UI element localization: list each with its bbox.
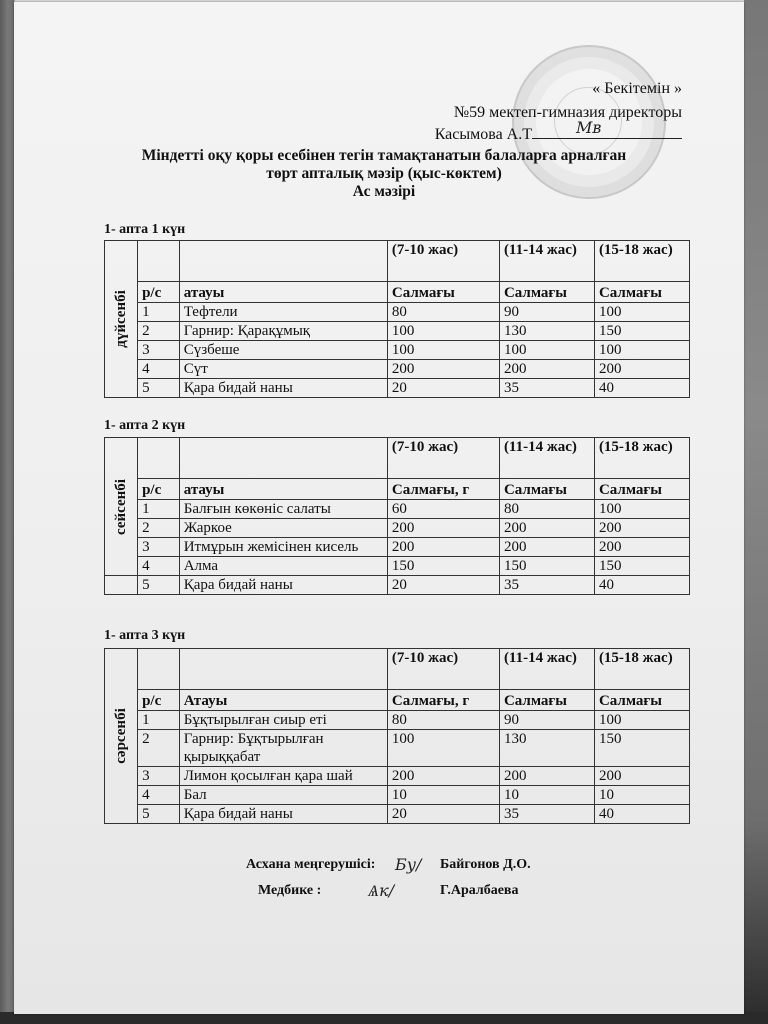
table-row bbox=[105, 786, 690, 805]
empty-cell bbox=[179, 241, 387, 282]
weight-value: 200 bbox=[499, 767, 594, 786]
document-title-line2: төрт апталық мәзір (қыс-көктем) bbox=[266, 165, 502, 182]
table-row bbox=[105, 557, 690, 576]
weight-value: 100 bbox=[387, 341, 499, 360]
age-group-header: (15-18 жас) bbox=[594, 649, 689, 690]
weight-value: 40 bbox=[594, 379, 689, 398]
weight-value: 10 bbox=[594, 786, 689, 805]
weight-value: 100 bbox=[499, 341, 594, 360]
week-day-label: 1- апта 1 күн bbox=[104, 222, 186, 237]
menu-table bbox=[104, 648, 690, 824]
row-number: 2 bbox=[138, 322, 180, 341]
dish-name: Сүт bbox=[179, 360, 387, 379]
table-row bbox=[105, 303, 690, 322]
dish-name: Қара бидай наны bbox=[179, 379, 387, 398]
column-header-weight: Салмағы bbox=[594, 282, 689, 303]
dish-name: Бұқтырылған сиыр еті bbox=[179, 711, 387, 730]
weight-value: 60 bbox=[387, 500, 499, 519]
weight-value: 200 bbox=[594, 360, 689, 379]
weight-value: 200 bbox=[594, 519, 689, 538]
weight-value: 150 bbox=[594, 322, 689, 341]
row-number: 4 bbox=[138, 786, 180, 805]
column-header-row bbox=[105, 479, 690, 500]
dish-name: Сүзбеше bbox=[179, 341, 387, 360]
dish-name: Бал bbox=[179, 786, 387, 805]
age-header-row bbox=[105, 241, 690, 282]
row-number: 5 bbox=[138, 379, 180, 398]
weight-value: 40 bbox=[594, 576, 689, 595]
age-header-row bbox=[105, 649, 690, 690]
kitchen-manager-name: Байгонов Д.О. bbox=[440, 857, 531, 872]
weight-value: 80 bbox=[387, 711, 499, 730]
table-row bbox=[105, 538, 690, 557]
column-header-weight: Салмағы bbox=[594, 479, 689, 500]
weight-value: 90 bbox=[499, 303, 594, 322]
row-number: 1 bbox=[138, 500, 180, 519]
weight-value: 150 bbox=[387, 557, 499, 576]
director-position: №59 мектеп-гимназия директоры bbox=[453, 104, 682, 121]
director-signature: Мʙ bbox=[576, 118, 602, 137]
table-row bbox=[105, 767, 690, 786]
weight-value: 200 bbox=[499, 519, 594, 538]
table-row bbox=[105, 500, 690, 519]
weight-value: 35 bbox=[499, 805, 594, 824]
age-group-header: (11-14 жас) bbox=[499, 438, 594, 479]
row-number: 2 bbox=[138, 730, 180, 767]
dish-name: Қара бидай наны bbox=[179, 576, 387, 595]
empty-cell bbox=[179, 649, 387, 690]
column-header-number: р/с bbox=[138, 690, 180, 711]
age-group-header: (7-10 жас) bbox=[387, 649, 499, 690]
weight-value: 200 bbox=[499, 538, 594, 557]
weight-value: 100 bbox=[387, 730, 499, 767]
dish-name: Балғын көкөніс салаты bbox=[179, 500, 387, 519]
column-header-name: атауы bbox=[179, 479, 387, 500]
row-number: 3 bbox=[138, 341, 180, 360]
week-day-label: 1- апта 3 күн bbox=[104, 628, 186, 643]
table-row bbox=[105, 519, 690, 538]
dish-name: Итмұрын жемісінен кисель bbox=[179, 538, 387, 557]
kitchen-manager-signature: Бу/ bbox=[395, 855, 422, 874]
weight-value: 80 bbox=[387, 303, 499, 322]
weekday-cell bbox=[105, 438, 138, 576]
column-header-weight: Салмағы bbox=[499, 690, 594, 711]
weight-value: 130 bbox=[499, 730, 594, 767]
week-day-label: 1- апта 2 күн bbox=[104, 418, 186, 433]
nurse-name: Г.Аралбаева bbox=[440, 883, 519, 898]
weight-value: 20 bbox=[387, 379, 499, 398]
weight-value: 150 bbox=[594, 557, 689, 576]
weight-value: 100 bbox=[594, 711, 689, 730]
age-group-header: (11-14 жас) bbox=[499, 649, 594, 690]
dish-name: Гарнир: Қарақұмық bbox=[179, 322, 387, 341]
document-title-line3: Ас мәзірі bbox=[352, 183, 416, 200]
dish-name: Алма bbox=[179, 557, 387, 576]
column-header-weight: Салмағы, г bbox=[387, 479, 499, 500]
empty-cell bbox=[138, 438, 180, 479]
weight-value: 200 bbox=[387, 360, 499, 379]
column-header-weight: Салмағы, г bbox=[387, 690, 499, 711]
weight-value: 20 bbox=[387, 805, 499, 824]
row-number: 5 bbox=[138, 576, 180, 595]
empty-cell bbox=[138, 649, 180, 690]
approve-label: « Бекітемін » bbox=[592, 80, 682, 97]
weekday-label: сәрсенбі bbox=[113, 708, 130, 764]
dish-name: Тефтели bbox=[179, 303, 387, 322]
column-header-weight: Салмағы bbox=[499, 282, 594, 303]
weight-value: 35 bbox=[499, 379, 594, 398]
weight-value: 100 bbox=[594, 341, 689, 360]
weight-value: 10 bbox=[499, 786, 594, 805]
document-title-line1: Міндетті оқу қоры есебінен тегін тамақтанатын балаларға арналған bbox=[141, 147, 627, 164]
weight-value: 100 bbox=[594, 303, 689, 322]
menu-table bbox=[104, 437, 690, 595]
menu-table bbox=[104, 240, 690, 398]
weekday-label: сейсенбі bbox=[113, 478, 130, 535]
director-name-line bbox=[434, 118, 682, 144]
table-row bbox=[105, 576, 690, 595]
weight-value: 100 bbox=[594, 500, 689, 519]
row-number: 3 bbox=[138, 538, 180, 557]
column-header-number: р/с bbox=[138, 282, 180, 303]
age-group-header: (15-18 жас) bbox=[594, 241, 689, 282]
weight-value: 200 bbox=[387, 519, 499, 538]
nurse-role: Медбике : bbox=[258, 883, 322, 898]
column-header-name: Атауы bbox=[179, 690, 387, 711]
empty-cell bbox=[179, 438, 387, 479]
weight-value: 200 bbox=[594, 538, 689, 557]
column-header-row bbox=[105, 282, 690, 303]
column-header-weight: Салмағы bbox=[594, 690, 689, 711]
weight-value: 35 bbox=[499, 576, 594, 595]
weight-value: 150 bbox=[499, 557, 594, 576]
age-group-header: (11-14 жас) bbox=[499, 241, 594, 282]
table-row bbox=[105, 711, 690, 730]
weight-value: 40 bbox=[594, 805, 689, 824]
table-row bbox=[105, 341, 690, 360]
table-row bbox=[105, 322, 690, 341]
row-number: 1 bbox=[138, 303, 180, 322]
column-header-name: атауы bbox=[179, 282, 387, 303]
weekday-cell bbox=[105, 241, 138, 398]
empty-cell bbox=[138, 241, 180, 282]
dish-name: Қара бидай наны bbox=[179, 805, 387, 824]
table-row bbox=[105, 805, 690, 824]
weight-value: 20 bbox=[387, 576, 499, 595]
dish-name: Лимон қосылған қара шай bbox=[179, 767, 387, 786]
weekday-label: дүйсенбі bbox=[113, 290, 130, 348]
row-number: 4 bbox=[138, 360, 180, 379]
table-row bbox=[105, 379, 690, 398]
row-number: 4 bbox=[138, 557, 180, 576]
signature-line bbox=[532, 118, 682, 139]
age-header-row bbox=[105, 438, 690, 479]
weight-value: 80 bbox=[499, 500, 594, 519]
column-header-weight: Салмағы bbox=[499, 479, 594, 500]
weight-value: 100 bbox=[387, 322, 499, 341]
table-row bbox=[105, 360, 690, 379]
row-number: 2 bbox=[138, 519, 180, 538]
weight-value: 150 bbox=[594, 730, 689, 767]
column-header-weight: Салмағы bbox=[387, 282, 499, 303]
age-group-header: (7-10 жас) bbox=[387, 241, 499, 282]
director-name: Касымова А.Т bbox=[434, 126, 532, 143]
row-number: 5 bbox=[138, 805, 180, 824]
row-number: 3 bbox=[138, 767, 180, 786]
weight-value: 10 bbox=[387, 786, 499, 805]
age-group-header: (15-18 жас) bbox=[594, 438, 689, 479]
dish-name: Гарнир: Бұқтырылған қырыққабат bbox=[179, 730, 387, 767]
weight-value: 130 bbox=[499, 322, 594, 341]
column-header-number: р/с bbox=[138, 479, 180, 500]
weight-value: 90 bbox=[499, 711, 594, 730]
dish-name: Жаркое bbox=[179, 519, 387, 538]
weight-value: 200 bbox=[594, 767, 689, 786]
weekday-cell bbox=[105, 649, 138, 824]
weight-value: 200 bbox=[387, 767, 499, 786]
column-header-row bbox=[105, 690, 690, 711]
row-number: 1 bbox=[138, 711, 180, 730]
weight-value: 200 bbox=[499, 360, 594, 379]
nurse-signature: Ѧк∕ bbox=[368, 881, 395, 900]
empty-cell bbox=[105, 576, 138, 595]
kitchen-manager-role: Асхана меңгерушісі: bbox=[246, 857, 376, 872]
table-row bbox=[105, 730, 690, 767]
weight-value: 200 bbox=[387, 538, 499, 557]
age-group-header: (7-10 жас) bbox=[387, 438, 499, 479]
